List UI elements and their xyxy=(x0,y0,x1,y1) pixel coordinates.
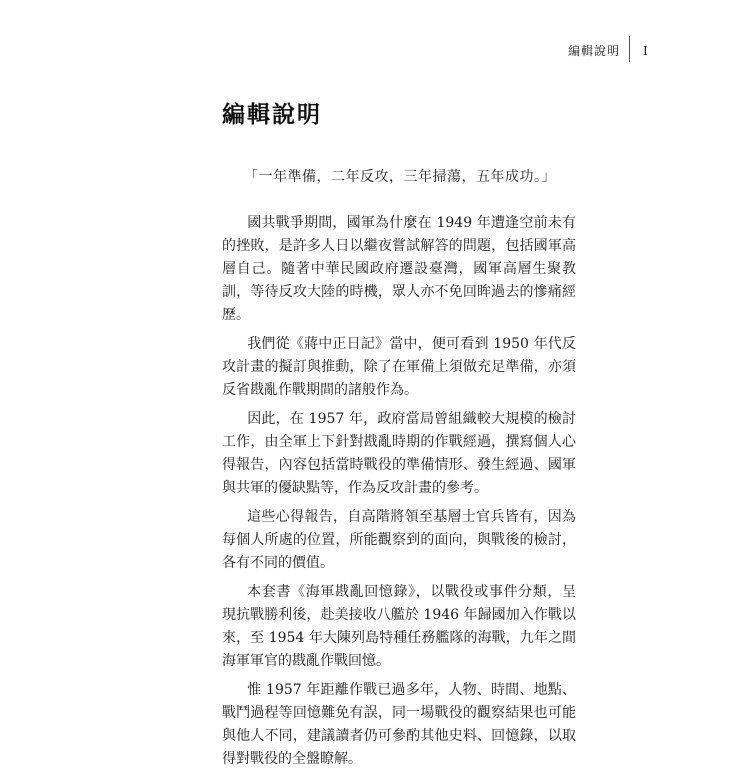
body-text xyxy=(222,212,576,777)
running-header-title: 編輯說明 xyxy=(567,44,620,58)
header-divider xyxy=(629,36,630,62)
paragraph: 因此，在 1957 年，政府當局曾組織較大規模的檢討工作，由全軍上下針對戡亂時期的作戰經過，撰寫個人心得報告，內容包括當時戰役的準備情形、發生經過、國軍與共軍的優缺點等，作為反攻計畫的參考。 xyxy=(222,411,576,496)
chapter-title: 編輯說明 xyxy=(222,101,322,128)
paragraph: 惟 1957 年距離作戰已過多年，人物、時間、地點、戰鬥過程等回憶難免有誤，同一場戰役的觀察結果也可能與他人不同，建議讀者仍可參酌其他史料、回憶錄，以取得對戰役的全盤瞭解。 xyxy=(222,682,576,767)
paragraph: 這些心得報告，自高階將領至基層士官兵皆有，因為每個人所處的位置，所能觀察到的面向，與戰後的檢討，各有不同的價值。 xyxy=(222,509,576,571)
paragraph: 國共戰爭期間，國軍為什麼在 1949 年遭逢空前未有的挫敗，是許多人日以繼夜嘗試解答的問題，包括國軍高層自己。隨著中華民國政府遷設臺灣，國軍高層生聚教訓，等待反攻大陸的時機，眾人亦不免回眸過去的慘痛經歷。 xyxy=(222,215,576,323)
paragraph: 本套書《海軍戡亂回憶錄》，以戰役或事件分類，呈現抗戰勝利後，赴美接收八艦於 1946 年歸國加入作戰以來，至 1954 年大陳列島特種任務艦隊的海戰，九年之間海軍軍官的戡亂作戰回憶。 xyxy=(222,584,576,669)
paragraph: 我們從《蔣中正日記》當中，便可看到 1950 年代反攻計畫的擬訂與推動，除了在軍備上須做充足準備，亦須反省戡亂作戰期間的諸般作為。 xyxy=(222,336,576,398)
epigraph-quote: 「一年準備，二年反攻，三年掃蕩，五年成功。」 xyxy=(244,169,556,185)
page-number: I xyxy=(643,44,648,58)
